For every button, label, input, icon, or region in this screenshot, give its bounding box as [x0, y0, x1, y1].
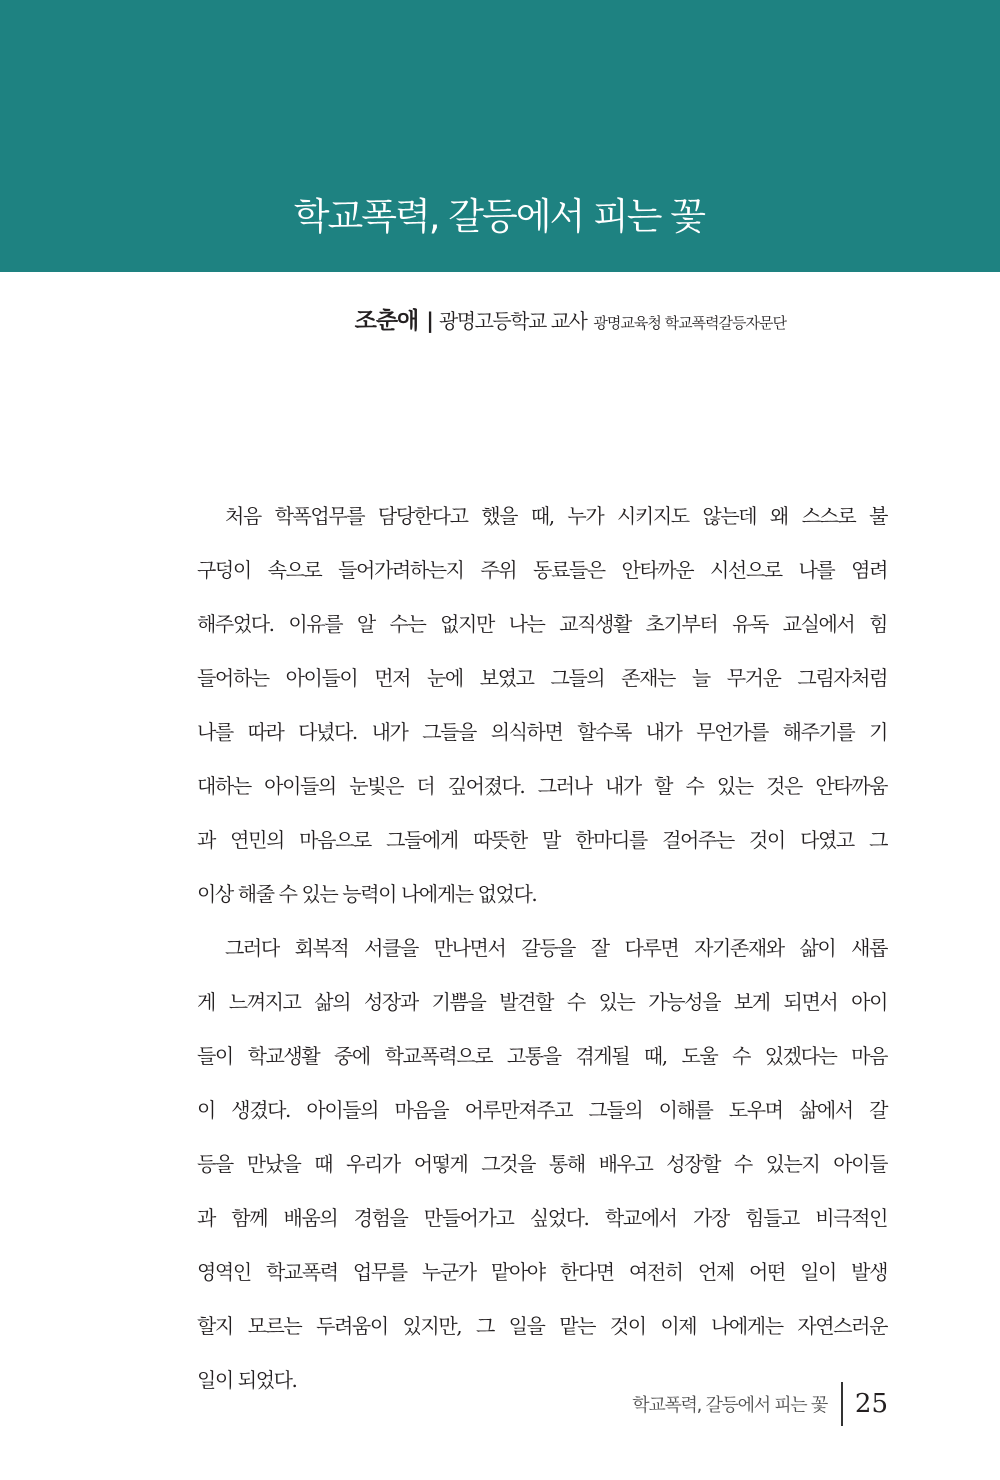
- text-line: 과 함께 배움의 경험을 만들어가고 싶었다. 학교에서 가장 힘들고 비극적인: [197, 1206, 887, 1230]
- text-line: 이상 해줄 수 있는 능력이 나에게는 없었다.: [197, 882, 537, 906]
- text-line: 영역인 학교폭력 업무를 누군가 맡아야 한다면 여전히 언제 어떤 일이 발생: [197, 1260, 887, 1284]
- text-line: 게 느껴지고 삶의 성장과 기쁨을 발견할 수 있는 가능성을 보게 되면서 아이: [197, 990, 887, 1014]
- text-line: 일이 되었다.: [197, 1368, 297, 1392]
- footer-divider: [841, 1382, 843, 1426]
- text-line: 구덩이 속으로 들어가려하는지 주위 동료들은 안타까운 시선으로 나를 염려: [197, 558, 887, 582]
- text-line: 과 연민의 마음으로 그들에게 따뜻한 말 한마디를 걸어주는 것이 다였고 그: [197, 828, 887, 852]
- text-line: 등을 만났을 때 우리가 어떻게 그것을 통해 배우고 성장할 수 있는지 아이들: [197, 1152, 887, 1176]
- article-body: [197, 496, 887, 1414]
- header-band: [0, 0, 1000, 272]
- text-line: 그러다 회복적 서클을 만나면서 갈등을 잘 다루면 자기존재와 삶이 새롭: [225, 936, 887, 960]
- paragraph: [197, 496, 887, 928]
- text-line: 들이 학교생활 중에 학교폭력으로 고통을 겪게될 때, 도울 수 있겠다는 마음: [197, 1044, 887, 1068]
- text-line: 이 생겼다. 아이들의 마음을 어루만져주고 그들의 이해를 도우며 삶에서 갈: [197, 1098, 887, 1122]
- paragraph: [197, 928, 887, 1414]
- page-title: 학교폭력, 갈등에서 피는 꽃: [293, 195, 704, 238]
- text-line: 할지 모르는 두려움이 있지만, 그 일을 맡는 것이 이제 나에게는 자연스러운: [197, 1314, 887, 1338]
- page-footer: [632, 1382, 888, 1426]
- author-role: 광명교육청 학교폭력갈등자문단: [593, 314, 786, 332]
- text-line: 나를 따라 다녔다. 내가 그들을 의식하면 할수록 내가 무언가를 해주기를 기: [197, 720, 887, 744]
- author-affiliation: 광명고등학교 교사: [438, 309, 587, 333]
- author-name: 조춘애: [354, 308, 419, 334]
- text-line: 해주었다. 이유를 알 수는 없지만 나는 교직생활 초기부터 유독 교실에서 힘: [197, 612, 887, 636]
- author-byline: [355, 302, 786, 335]
- page-number: 25: [854, 1389, 888, 1419]
- text-line: 대하는 아이들의 눈빛은 더 깊어졌다. 그러나 내가 할 수 있는 것은 안타까움: [197, 774, 887, 798]
- byline-separator: |: [426, 309, 434, 333]
- running-title: 학교폭력, 갈등에서 피는 꽃: [632, 1395, 827, 1416]
- text-line: 처음 학폭업무를 담당한다고 했을 때, 누가 시키지도 않는데 왜 스스로 불: [225, 504, 887, 528]
- text-line: 들어하는 아이들이 먼저 눈에 보였고 그들의 존재는 늘 무거운 그림자처럼: [197, 666, 887, 690]
